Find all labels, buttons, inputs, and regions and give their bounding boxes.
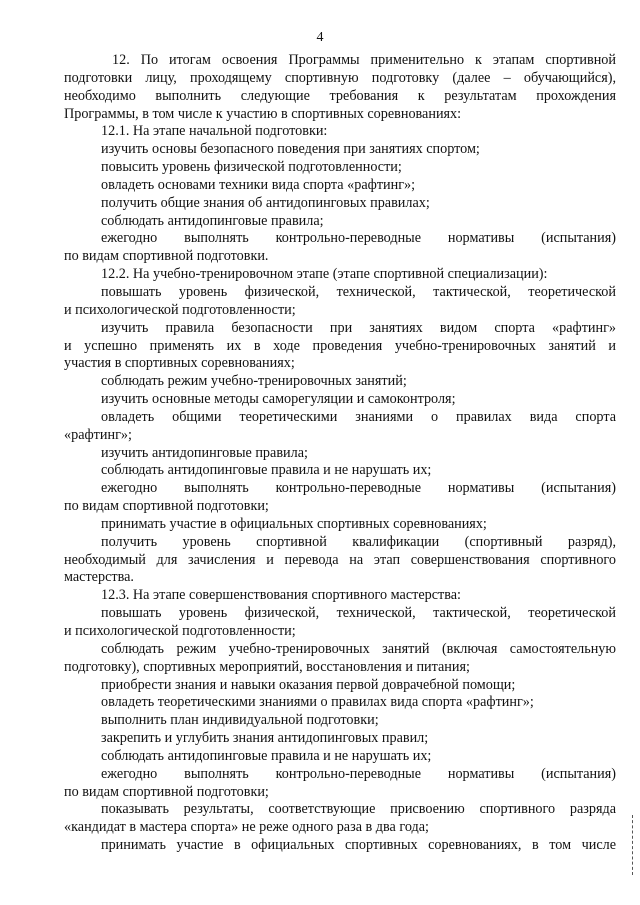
page-number: 4 (316, 30, 324, 45)
list-item: овладеть теоретическими знаниями о правилах вида спорта «рафтинг»; (101, 694, 534, 711)
text-line: необходимо выполнить следующие требования к результатам прохождения (64, 87, 616, 104)
text-line: по видам спортивной подготовки; (64, 783, 269, 800)
list-item: выполнить план индивидуальной подготовки; (101, 712, 379, 729)
list-item: соблюдать режим учебно-тренировочных занятий; (101, 373, 407, 390)
list-item: соблюдать антидопинговые правила и не нарушать их; (101, 462, 432, 479)
list-item: ежегодно выполнять контрольно-переводные нормативы (испытания) (101, 480, 616, 497)
text-line: подготовки лицу, проходящему спортивную подготовку (далее – обучающийся), (64, 69, 616, 86)
list-item: изучить антидопинговые правила; (101, 444, 308, 461)
list-item: принимать участие в официальных спортивных соревнованиях, в том числе (101, 837, 616, 854)
section-heading: 12.3. На этапе совершенствования спортивного мастерства: (101, 587, 461, 604)
list-item: получить общие знания об антидопинговых правилах; (101, 194, 430, 211)
section-heading: 12.1. На этапе начальной подготовки: (101, 123, 328, 140)
list-item: получить уровень спортивной квалификации (спортивный разряд), (101, 533, 616, 550)
text-line: по видам спортивной подготовки. (64, 248, 269, 265)
list-item: соблюдать антидопинговые правила и не нарушать их; (101, 747, 432, 764)
list-item: овладеть общими теоретическими знаниями о правилах вида спорта (101, 408, 616, 425)
text-line: и психологической подготовленности; (64, 623, 296, 639)
list-item: изучить основные методы саморегуляции и самоконтроля; (101, 391, 456, 408)
list-item: повысить уровень физической подготовленности; (101, 159, 402, 176)
list-item: ежегодно выполнять контрольно-переводные нормативы (испытания) (101, 230, 616, 247)
text-line: подготовку), спортивных мероприятий, восстановления и питания; (64, 658, 470, 675)
text-line: по видам спортивной подготовки; (64, 498, 269, 515)
section-heading: 12.2. На учебно-тренировочном этапе (этапе спортивной специализации): (101, 266, 548, 283)
text-line: и успешно применять их в ходе проведения учебно-тренировочных занятий и (64, 337, 616, 354)
scan-edge-mark (632, 815, 634, 875)
text-line: мастерства. (64, 569, 134, 586)
list-item: изучить правила безопасности при занятиях видом спорта «рафтинг» (101, 319, 616, 336)
list-item: соблюдать антидопинговые правила; (101, 212, 324, 229)
text-line: и психологической подготовленности; (64, 301, 296, 318)
text-line: Программы, в том числе к участию в спортивных соревнованиях: (64, 105, 462, 122)
list-item: принимать участие в официальных спортивных соревнованиях; (101, 515, 487, 532)
list-item: закрепить и углубить знания антидопинговых правил; (101, 730, 429, 747)
list-item: повышать уровень физической, технической, тактической, теоретической (101, 283, 616, 300)
text-line: необходимый для зачисления и перевода на этап совершенствования спортивного (64, 551, 616, 568)
list-item: изучить основы безопасного поведения при занятиях спортом; (101, 141, 480, 158)
list-item: приобрести знания и навыки оказания первой доврачебной помощи; (101, 676, 516, 693)
list-item: соблюдать режим учебно-тренировочных занятий (включая самостоятельную (101, 640, 616, 657)
text-line: «кандидат в мастера спорта» не реже одного раза в два года; (64, 819, 429, 836)
list-item: повышать уровень физической, технической, тактической, теоретической (101, 605, 616, 622)
text-line: 12. По итогам освоения Программы применительно к этапам спортивной (112, 52, 616, 68)
text-line: участия в спортивных соревнованиях; (64, 355, 295, 372)
document-body (64, 52, 616, 855)
list-item: ежегодно выполнять контрольно-переводные нормативы (испытания) (101, 765, 616, 782)
text-line: «рафтинг»; (64, 426, 132, 443)
list-item: овладеть основами техники вида спорта «рафтинг»; (101, 176, 416, 193)
list-item: показывать результаты, соответствующие присвоению спортивного разряда (101, 801, 616, 818)
